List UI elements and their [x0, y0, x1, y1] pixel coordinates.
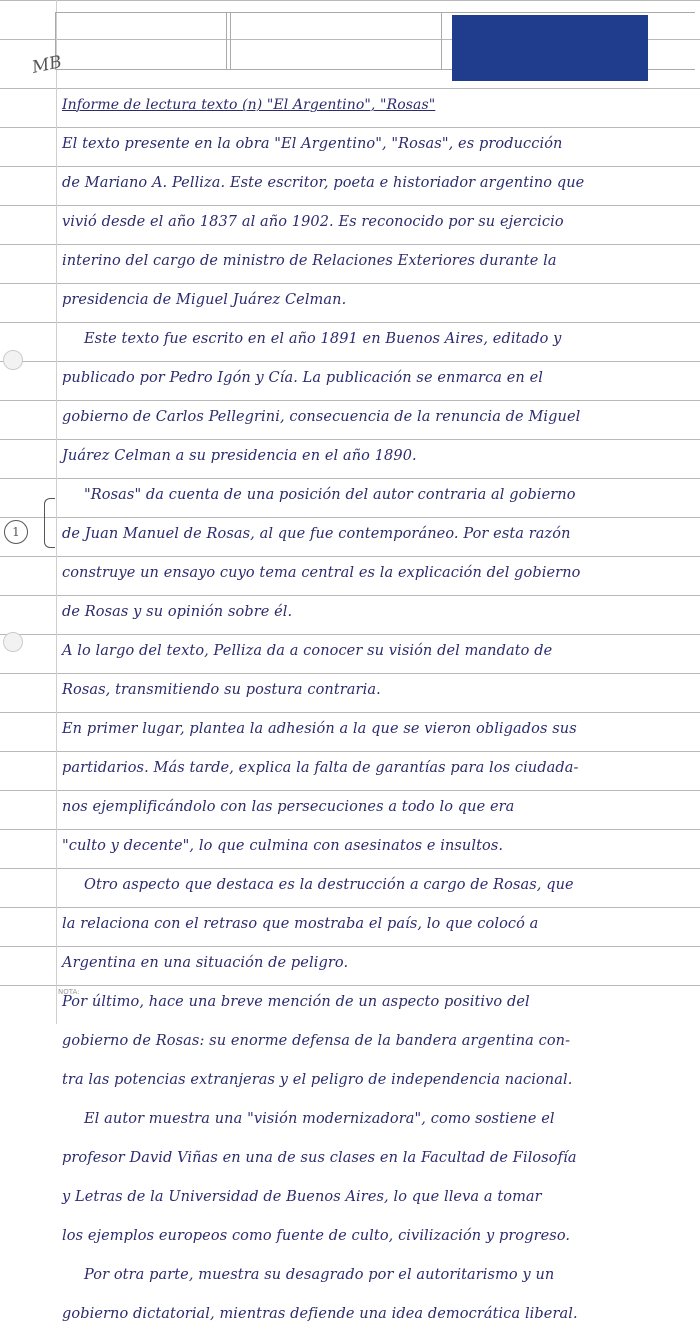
- text-line: A lo largo del texto, Pelliza da a conocer su visión del mandato de: [62, 643, 553, 659]
- text-line: gobierno de Carlos Pellegrini, consecuencia de la renuncia de Miguel: [62, 409, 581, 425]
- text-line: profesor David Viñas en una de sus clases en la Facultad de Filosofía: [62, 1150, 577, 1166]
- text-line: gobierno de Rosas: su enorme defensa de la bandera argentina con-: [62, 1033, 571, 1049]
- text-line: El texto presente en la obra "El Argentino", "Rosas", es producción: [62, 136, 563, 152]
- document-title: Informe de lectura texto (n) "El Argentino", "Rosas": [62, 97, 436, 113]
- text-line: de Rosas y su opinión sobre él.: [62, 604, 293, 620]
- text-line: nos ejemplificándolo con las persecuciones a todo lo que era: [62, 799, 515, 815]
- text-line: publicado por Pedro Igón y Cía. La publicación se enmarca en el: [62, 370, 543, 386]
- text-line: El autor muestra una "visión modernizadora", como sostiene el: [84, 1111, 555, 1127]
- text-line: Argentina en una situación de peligro.: [62, 955, 349, 971]
- text-line: y Letras de la Universidad de Buenos Aires, lo que lleva a tomar: [62, 1189, 542, 1205]
- text-line: partidarios. Más tarde, explica la falta de garantías para los ciudada-: [62, 760, 579, 776]
- text-line: Juárez Celman a su presidencia en el año 1890.: [62, 448, 417, 464]
- text-line: "Rosas" da cuenta de una posición del autor contraria al gobierno: [84, 487, 576, 503]
- text-line: de Juan Manuel de Rosas, al que fue contemporáneo. Por esta razón: [62, 526, 571, 542]
- margin-rule: [56, 0, 57, 1024]
- text-line: Rosas, transmitiendo su postura contraria.: [62, 682, 381, 698]
- text-line: interino del cargo de ministro de Relaciones Exteriores durante la: [62, 253, 557, 269]
- text-line: los ejemplos europeos como fuente de culto, civilización y progreso.: [62, 1228, 571, 1244]
- punch-hole: [3, 350, 23, 370]
- header-cell-1: [55, 13, 227, 69]
- text-line: construye un ensayo cuyo tema central es la explicación del gobierno: [62, 565, 581, 581]
- paragraph-mark: 1: [4, 520, 28, 544]
- text-line: Este texto fue escrito en el año 1891 en Buenos Aires, editado y: [84, 331, 562, 347]
- margin-bracket: [44, 498, 55, 548]
- text-line: tra las potencias extranjeras y el peligro de independencia nacional.: [62, 1072, 573, 1088]
- redaction-block: [452, 15, 648, 81]
- text-line: "culto y decente", lo que culmina con asesinatos e insultos.: [62, 838, 504, 854]
- header-cell-2: [230, 13, 442, 69]
- text-line: Por otra parte, muestra su desagrado por el autoritarismo y un: [84, 1267, 555, 1283]
- text-line: Por último, hace una breve mención de un aspecto positivo del: [62, 994, 530, 1010]
- text-line: En primer lugar, plantea la adhesión a la que se vieron obligados sus: [62, 721, 577, 737]
- margin-initials: MB: [30, 52, 64, 78]
- text-line: vivió desde el año 1837 al año 1902. Es reconocido por su ejercicio: [62, 214, 564, 230]
- handwritten-text: [62, 86, 694, 1334]
- text-line: Otro aspecto que destaca es la destrucción a cargo de Rosas, que: [84, 877, 574, 893]
- text-line: la relaciona con el retraso que mostraba el país, lo que colocó a: [62, 916, 539, 932]
- footer-note-label: NOTA:: [58, 988, 80, 996]
- text-line: de Mariano A. Pelliza. Este escritor, poeta e historiador argentino que: [62, 175, 585, 191]
- punch-hole: [3, 632, 23, 652]
- text-line: presidencia de Miguel Juárez Celman.: [62, 292, 347, 308]
- text-line: gobierno dictatorial, mientras defiende una idea democrática liberal.: [62, 1306, 578, 1322]
